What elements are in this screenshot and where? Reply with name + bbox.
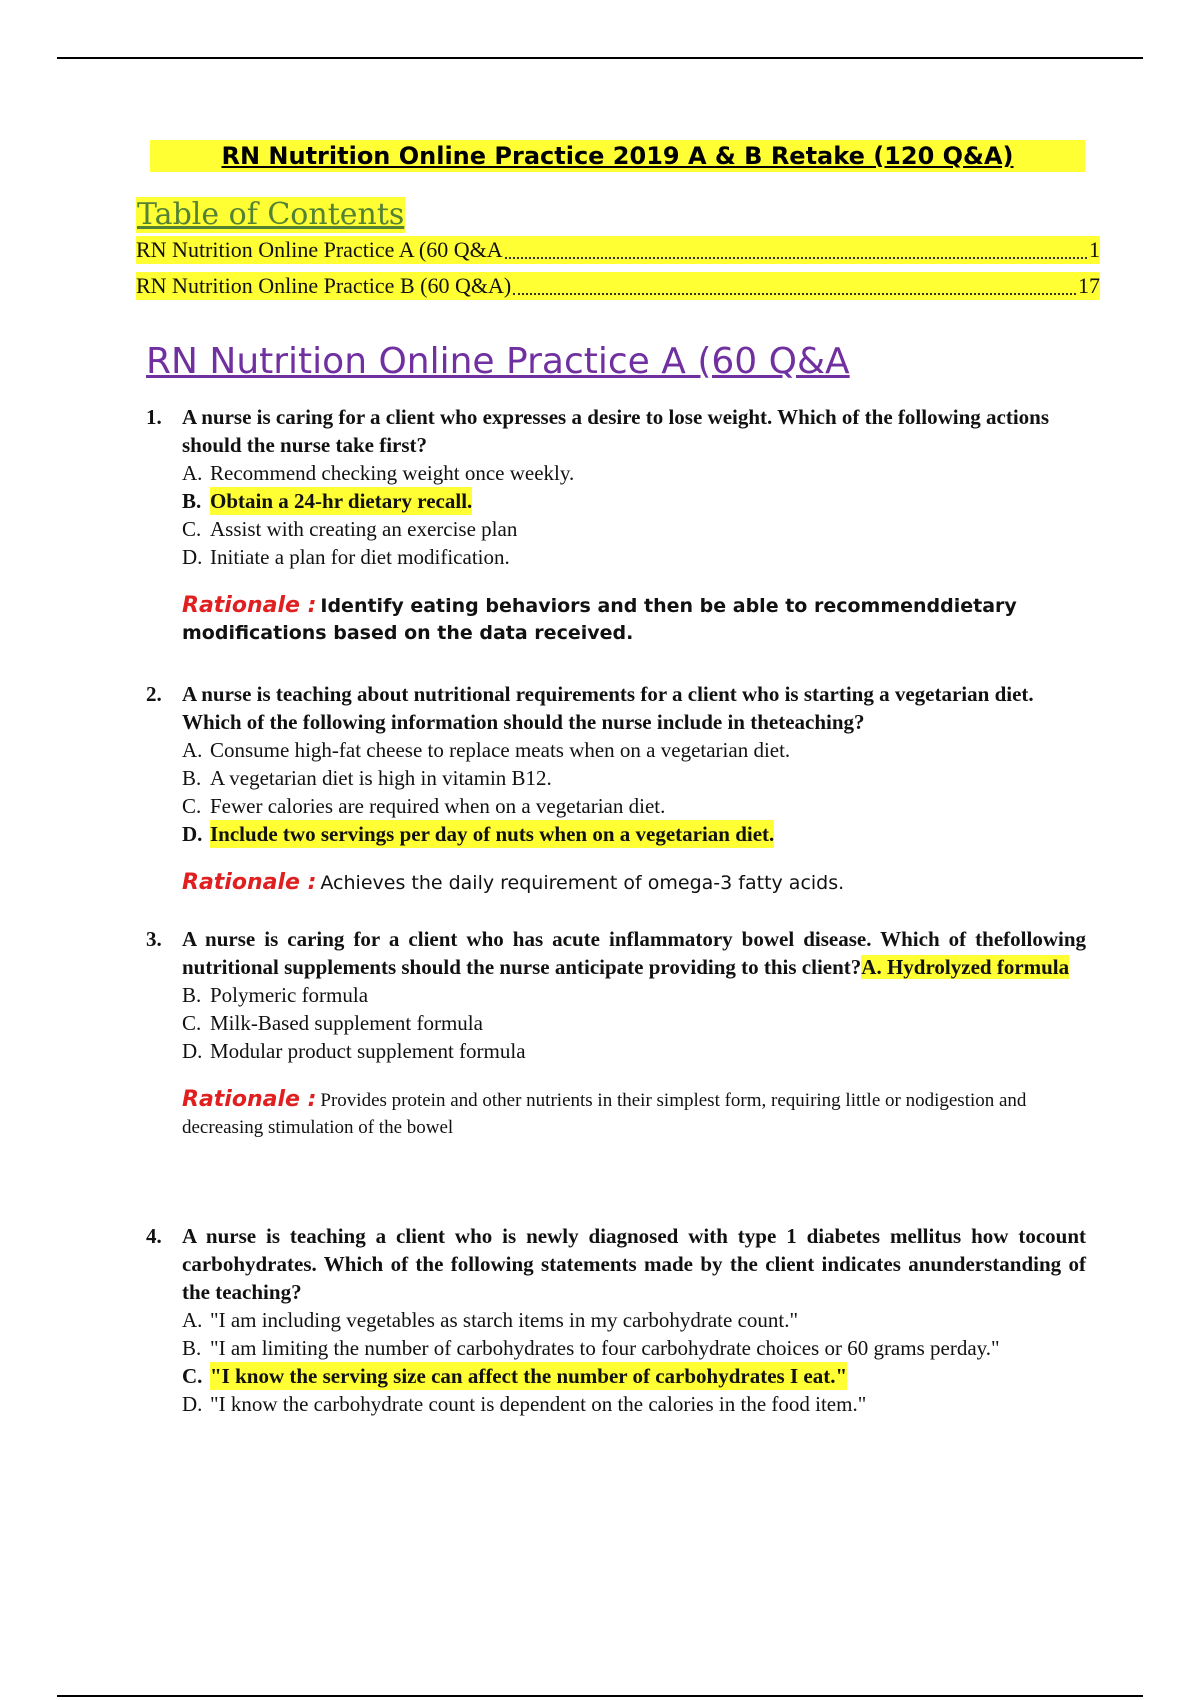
option-text: Modular product supplement formula	[210, 1039, 526, 1063]
question-stem	[146, 925, 1086, 981]
option-letter: B.	[182, 1336, 202, 1360]
answer-options	[182, 459, 1086, 571]
document-title: RN Nutrition Online Practice 2019 A & B Retake (120 Q&A)	[150, 140, 1085, 172]
question	[146, 680, 1086, 897]
toc-heading: Table of Contents	[137, 197, 405, 232]
rationale-text: Achieves the daily requirement of omega-3 fatty acids.	[320, 872, 845, 894]
answer-option-correct	[182, 1362, 1086, 1390]
question-text: A nurse is teaching a client who is newly diagnosed with type 1 diabetes mellitus how tocount carbohydrates. Which of the following statements made by the client indicates anunderstanding of the teaching?	[182, 1224, 1086, 1304]
option-letter: C.	[182, 1364, 203, 1388]
rationale-label: Rationale :	[182, 1087, 317, 1112]
question-stem	[146, 680, 1086, 736]
question-number: 1.	[146, 405, 162, 429]
rationale	[182, 1087, 1086, 1141]
toc-leader-dots	[513, 293, 1076, 295]
option-letter: C.	[182, 517, 202, 541]
toc-entry-page: 17	[1078, 273, 1100, 298]
option-letter: B.	[182, 983, 202, 1007]
question-number: 4.	[146, 1224, 162, 1248]
answer-option-correct	[182, 820, 1086, 848]
answer-option	[182, 543, 1086, 571]
option-letter: D.	[182, 822, 203, 846]
answer-option-correct: A. Hydrolyzed formula	[861, 955, 1070, 979]
option-text: "I am including vegetables as starch items in my carbohydrate count."	[210, 1308, 799, 1332]
question-number: 2.	[146, 682, 162, 706]
toc-leader-dots	[505, 257, 1087, 259]
option-text: Consume high-fat cheese to replace meats when on a vegetarian diet.	[210, 738, 791, 762]
question-stem	[146, 1222, 1086, 1306]
answer-option	[182, 515, 1086, 543]
question-text: A nurse is teaching about nutritional requirements for a client who is starting a vegetarian diet. Which of the following information should the nurse include in theteaching?	[182, 682, 1034, 734]
toc-entry[interactable]	[136, 236, 1100, 264]
option-letter: A.	[182, 738, 203, 762]
option-text: "I am limiting the number of carbohydrates to four carbohydrate choices or 60 grams perday."	[210, 1336, 1000, 1360]
rationale	[182, 593, 1086, 647]
option-letter: C.	[182, 1011, 202, 1035]
toc-entry[interactable]	[136, 272, 1100, 300]
answer-options	[182, 736, 1086, 848]
option-text: Milk-Based supplement formula	[210, 1011, 483, 1035]
answer-option-correct	[182, 487, 1086, 515]
answer-option	[182, 459, 1086, 487]
answer-option	[182, 792, 1086, 820]
option-letter: A.	[182, 1308, 203, 1332]
option-text: "I know the carbohydrate count is dependent on the calories in the food item."	[210, 1392, 867, 1416]
option-text: Assist with creating an exercise plan	[210, 517, 518, 541]
answer-option	[182, 981, 1086, 1009]
answer-option	[182, 1390, 1086, 1418]
rationale-text: Identify eating behaviors and then be able to recommenddietary modifications based on the data received.	[182, 595, 1017, 644]
option-text: A vegetarian diet is high in vitamin B12.	[210, 766, 552, 790]
option-text: Include two servings per day of nuts when on a vegetarian diet.	[210, 822, 775, 846]
option-letter: A.	[182, 461, 203, 485]
rationale-label: Rationale :	[182, 870, 317, 895]
question-text-wrapper	[182, 925, 1086, 981]
header-rule	[57, 57, 1143, 59]
question	[146, 925, 1086, 1141]
option-letter: D.	[182, 1039, 203, 1063]
option-letter: D.	[182, 545, 203, 569]
option-text: Polymeric formula	[210, 983, 369, 1007]
option-text: "I know the serving size can affect the number of carbohydrates I eat."	[210, 1364, 848, 1388]
question-text: A nurse is caring for a client who expresses a desire to lose weight. Which of the following actions should the nurse take first?	[182, 405, 1049, 457]
toc-entry-label: RN Nutrition Online Practice B (60 Q&A)	[136, 273, 512, 298]
section-heading: RN Nutrition Online Practice A (60 Q&A	[146, 341, 850, 382]
answer-option	[182, 764, 1086, 792]
question-number: 3.	[146, 927, 162, 951]
answer-options	[182, 1306, 1086, 1418]
option-letter: B.	[182, 489, 202, 513]
question-stem	[146, 403, 1086, 459]
option-text: Initiate a plan for diet modification.	[210, 545, 510, 569]
footer-rule	[57, 1695, 1143, 1697]
question-text: A nurse is caring for a client who has acute inflammatory bowel disease. Which of thefollowing nutritional supplements should the nurse anticipate providing to this client?	[182, 927, 1086, 979]
toc-entry-page: 1	[1089, 237, 1100, 262]
answer-option	[182, 1037, 1086, 1065]
option-letter: D.	[182, 1392, 203, 1416]
rationale-text: Provides protein and other nutrients in their simplest form, requiring little or nodigestion and decreasing stimulation of the bowel	[182, 1090, 1027, 1138]
rationale-label: Rationale :	[182, 593, 317, 618]
option-text: Obtain a 24-hr dietary recall.	[210, 489, 473, 513]
rationale	[182, 870, 1086, 897]
answer-option	[182, 1306, 1086, 1334]
question	[146, 403, 1086, 647]
option-letter: B.	[182, 766, 202, 790]
answer-option	[182, 1009, 1086, 1037]
toc-entry-label: RN Nutrition Online Practice A (60 Q&A	[136, 237, 503, 262]
question	[146, 1222, 1086, 1418]
option-letter: C.	[182, 794, 202, 818]
option-text: Recommend checking weight once weekly.	[210, 461, 575, 485]
answer-options	[182, 981, 1086, 1065]
answer-option	[182, 1334, 1086, 1362]
option-text: Fewer calories are required when on a vegetarian diet.	[210, 794, 666, 818]
answer-option	[182, 736, 1086, 764]
